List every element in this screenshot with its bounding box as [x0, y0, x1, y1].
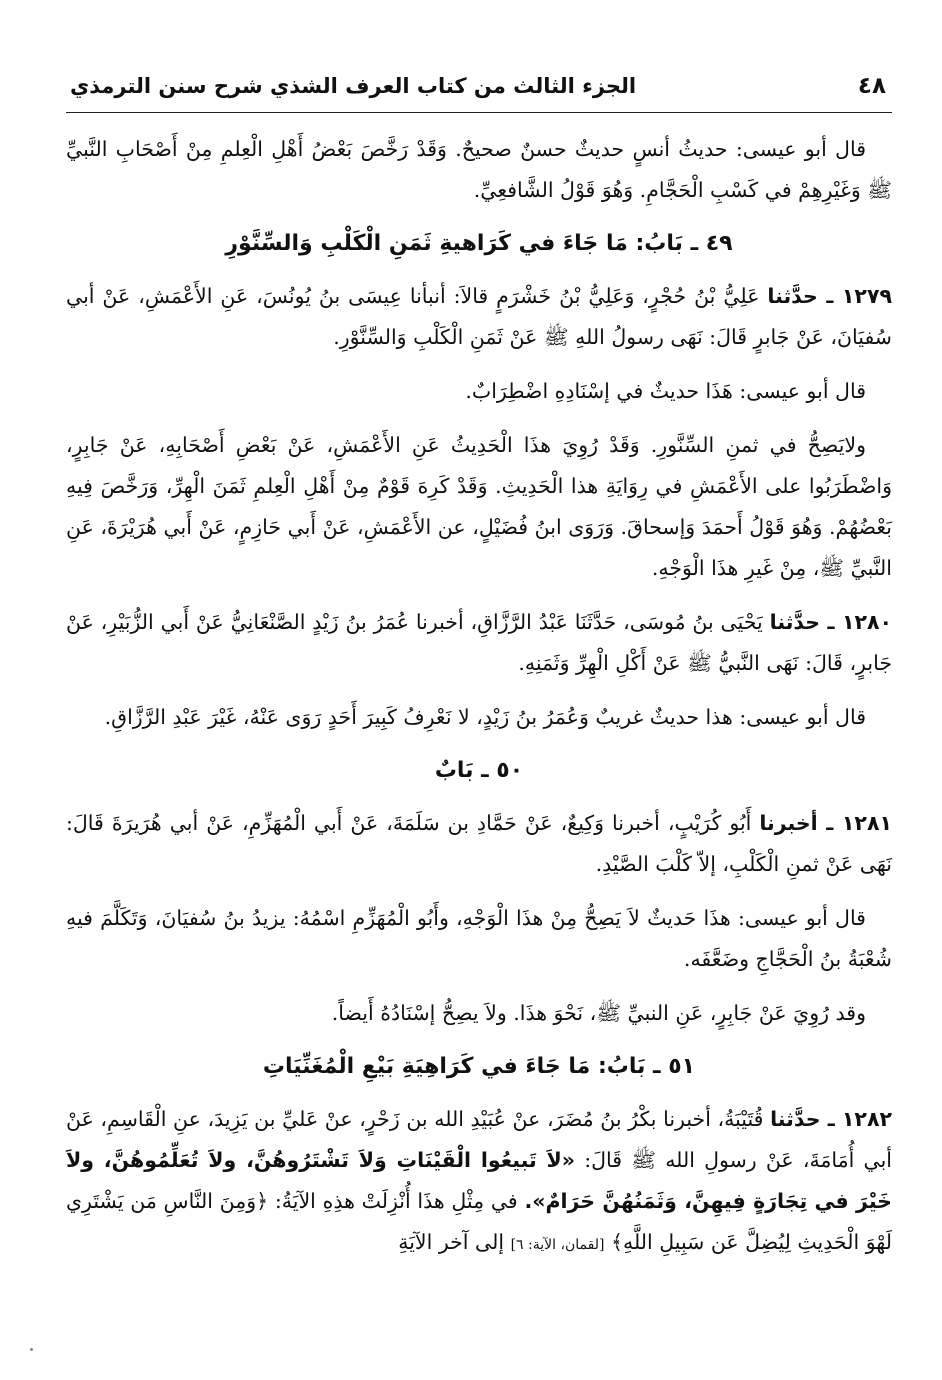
hadith-text: يَحْيَى بنُ مُوسَى، حَدَّثَنَا عَبْدُ الرَّزَّاقِ، أخبرنا عُمَرُ بنُ زَيْدٍ الصَّنْعَانِيُّ عَنْ أَبي الزُّبَيْرِ، عَنْ جَابرٍ، قَالَ: نَهَى النَّبيُّ ﷺ عَنْ أَكْلِ الْهِرِّ وَثَمَنِهِ. — [66, 610, 892, 675]
hadith-1280 — [66, 602, 892, 684]
commentary-paragraph: وقد رُوِيَ عَنْ جَابِرٍ، عَنِ النبيِّ ﷺ، نَحْوَ هذَا. ولاَ يصِحُّ إسْنَادُهُ أَيضاً. — [331, 1001, 866, 1025]
page-header — [66, 60, 892, 113]
hadith-1279 — [66, 276, 892, 358]
commentary-paragraph: قال أبو عيسى: هَذَا حديثٌ في إسْنَادِهِ اضْطِرَابٌ. — [465, 379, 866, 403]
page-body — [66, 129, 892, 1266]
page — [66, 60, 892, 1279]
quran-verse: ﴿وَمِنَ النَّاسِ مَن يَشْتَرِي لَهْوَ الْحَدِيثِ لِيُضِلَّ عَن سَبِيلِ اللَّهِ﴾ — [66, 1189, 892, 1254]
verse-reference: [لقمان، الآية: ٦] — [510, 1237, 605, 1253]
commentary-paragraph: قال أبو عيسى: هذَا حَديثٌ لاَ يَصِحُّ مِنْ هذَا الْوَجْهِ، وأَبُو الْمُهَزِّمِ اسْمُهُ: يزيدُ بنُ سُفيَانَ، وَتَكَلَّمَ فيهِ شُعْبَةُ بنُ الْحَجَّاجِ وضَعَّفَه. — [66, 906, 892, 971]
chapter-heading-49: ٤٩ ـ بَابُ: مَا جَاءَ في كَرَاهيةِ ثَمَنِ الْكَلْبِ وَالسِّنَّوْرِ — [225, 231, 733, 256]
hadith-text: إلى آخر الآيَةِ — [398, 1230, 505, 1254]
hadith-number: ١٢٨٠ ـ حدَّثنا — [769, 610, 892, 634]
page-number: ٤٨ — [857, 73, 886, 99]
hadith-1282 — [66, 1099, 892, 1266]
hadith-1281 — [66, 803, 892, 885]
hadith-number: ١٢٨٢ ـ حدَّثنا — [770, 1107, 892, 1131]
hadith-number: ١٢٧٩ ـ حدَّثنا — [767, 284, 892, 308]
hadith-text: عَلِيُّ بْنُ حُجْرٍ، وَعَلِيُّ بْنُ خَشْرَمٍ قالاَ: أنبأنا عِيسَى بنُ يُونُسَ، عَنِ الأَعْمَشِ، عَنْ أبي سُفيَانَ، عَنْ جَابرٍ قَالَ: نَهَى رسولُ اللهِ ﷺ عَنْ ثَمَنِ الْكَلْبِ وَالسِّنَّوْرِ. — [66, 284, 892, 349]
hadith-text: قُتَيْبَةُ، أخبرنا بكْرُ بنُ مُضَرَ، عنْ عُبَيْدِ الله بن زَحْرٍ، عنْ عَليِّ بن يَزِيدَ، عنِ الْقَاسِمِ، عَنْ أبي أُمَامَةَ، عَنْ رسولِ الله ﷺ قَالَ: — [66, 1107, 892, 1172]
commentary-paragraph: ولايَصِحُّ في ثمنِ السِّنَّورِ. وَقَدْ رُوِيَ هذَا الْحَدِيثُ عَنِ الأَعْمَشِ، عَنْ بَعْضِ أَصْحَابِهِ، عَنْ جَابِرٍ، وَاضْطَرَبُوا على الأَعْمَشِ في رِوَايَةِ هذا الْحَدِيثِ. وَقَدْ كَرِهَ قَوْمٌ مِنْ أَهْلِ الْعِلمِ ثَمَنَ الْهِرِّ، وَرَخَّصَ فِيهِ بَعْضُهُمْ. وَهُوَ قَوْلُ أَحمَدَ وَإسحاقَ. وَرَوَى ابنُ فُضَيْلٍ، عن الأَعْمَشِ، عَنْ أَبي حَازِمٍ، عَنْ أَبي هُرَيْرَةَ، عَنِ النَّبيِّ ﷺ، مِنْ غَيرِ هذَا الْوَجْهِ. — [66, 433, 892, 580]
commentary-paragraph: قال أبو عيسى: حديثُ أنسٍ حديثٌ حسنٌ صحيحٌ. وَقَدْ رَخَّصَ بَعْضُ أَهْلِ الْعِلمِ مِنْ أَصْحَابِ النَّبيِّ ﷺ وَغَيْرِهِمْ في كَسْبِ الْحَجَّامِ. وَهُوَ قَوْلُ الشَّافعِيِّ. — [66, 137, 892, 202]
chapter-heading-50: ٥٠ ـ بَابٌ — [434, 758, 524, 783]
hadith-text: أَبُو كُرَيْبٍ، أخبرنا وَكِيعٌ، عَنْ حَمَّادِ بن سَلَمَةَ، عَنْ أَبي الْمُهَزِّمِ، عَنْ أبي هُرَيرَةَ قَالَ: نَهَى عَنْ ثمنِ الْكَلْبِ، إلاّ كَلْبَ الصَّيْدِ. — [66, 811, 892, 876]
hadith-text: في مِثْلِ هذَا أُنْزِلَتْ هذِهِ الآيَةُ: — [274, 1189, 518, 1213]
chapter-heading-51: ٥١ ـ بَابُ: مَا جَاءَ في كَرَاهِيَةِ بَيْعِ الْمُغَنِّيَاتِ — [262, 1054, 696, 1079]
hadith-quote: «لاَ تَبيعُوا الْقَيْنَاتِ وَلاَ تَشْتَرُوهُنَّ، ولاَ تُعَلِّمُوهُنَّ، ولاَ خَيْرَ في تِجَارَةٍ فِيهِنَّ، وَثَمَنُهُنَّ حَرَامٌ». — [66, 1148, 892, 1213]
scan-speck — [30, 1348, 33, 1351]
running-title: الجزء الثالث من كتاب العرف الشذي شرح سنن الترمذي — [70, 74, 637, 98]
hadith-number: ١٢٨١ ـ أخبرنا — [759, 811, 892, 835]
commentary-paragraph: قال أبو عيسى: هذا حديثٌ غريبٌ وَعُمَرُ بنُ زَيْدٍ، لا نَعْرِفُ كَبِيرَ أَحَدٍ رَوَى عَنْهُ، غَيْرَ عَبْدِ الرَّزَّاقِ. — [104, 705, 866, 729]
